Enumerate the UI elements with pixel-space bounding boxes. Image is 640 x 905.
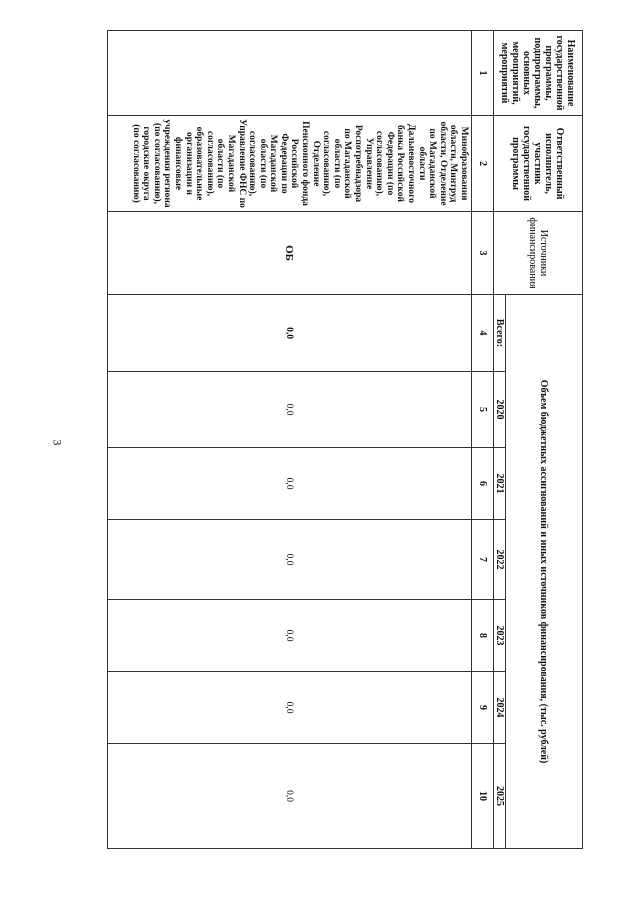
column-number: 2: [472, 116, 494, 212]
cell-executor: Минобразования области, Минтруд области, Отделение по Магаданской области Дальневосточного банка Российской Федерации (по согласованию), Управление Роспотребнадзора по Магаданской области (по согласованию), Отделение Пенсионного фонда Российской Федерации по Магаданской области (по согласованию), Управление ФНС по Магаданской области (по согласованию), образовательные организации и финансовые учреждения региона (по согласованию), городские округа (по согласованию): [108, 116, 472, 212]
column-number: 3: [472, 212, 494, 295]
cell-value-2024: 0,0: [108, 672, 472, 744]
header-program-name: Наименование государственной программы, подпрограммы, основных мероприятий, мероприятий: [494, 31, 583, 116]
column-number: 4: [472, 295, 494, 372]
column-number: 9: [472, 672, 494, 744]
page-number: 3: [50, 439, 65, 446]
column-number: 1: [472, 31, 494, 116]
header-executor: Ответственный исполнитель, участник государственной программы: [494, 116, 583, 212]
cell-value-2023: 0,0: [108, 600, 472, 672]
header-year-2023: 2023: [494, 600, 506, 672]
header-year-2021: 2021: [494, 448, 506, 520]
header-year-2024: 2024: [494, 672, 506, 744]
header-year-2025: 2025: [494, 744, 506, 849]
column-number: 7: [472, 520, 494, 600]
cell-funding-source: ОБ: [108, 212, 472, 295]
funding-table-sheet: [107, 30, 583, 848]
cell-value-2025: 0,0: [108, 744, 472, 849]
header-total: Всего:: [494, 295, 506, 372]
column-number: 10: [472, 744, 494, 849]
header-year-2020: 2020: [494, 372, 506, 448]
column-number: 8: [472, 600, 494, 672]
cell-program-name: [108, 31, 472, 116]
header-row-group: [506, 31, 583, 849]
column-number: 5: [472, 372, 494, 448]
cell-value-2022: 0,0: [108, 520, 472, 600]
cell-value-2021: 0,0: [108, 448, 472, 520]
table-row: [108, 31, 472, 849]
column-number-row: [472, 31, 494, 849]
funding-table: [107, 30, 583, 849]
column-number: 6: [472, 448, 494, 520]
cell-total: 0,0: [108, 295, 472, 372]
header-year-2022: 2022: [494, 520, 506, 600]
cell-value-2020: 0,0: [108, 372, 472, 448]
header-funding-volume: Объем бюджетных ассигнований и иных источников финансирования, (тыс. рублей): [506, 295, 583, 849]
header-funding-source: Источники финансирования: [494, 212, 583, 295]
